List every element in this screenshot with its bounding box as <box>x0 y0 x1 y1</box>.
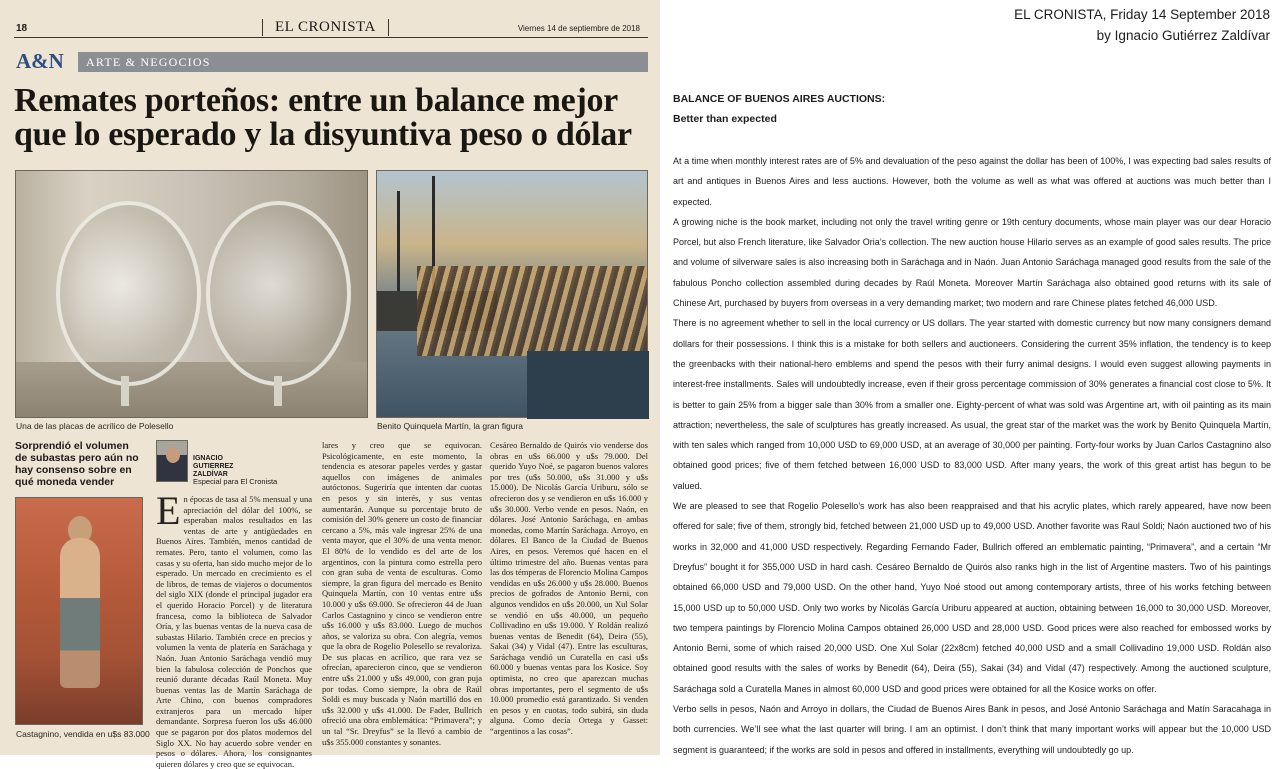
section-header <box>14 49 648 75</box>
issue-date: Viernes 14 de septiembre de 2018 <box>517 24 640 33</box>
caption-plates: Una de las placas de acrílico de Polesello <box>16 421 174 431</box>
drop-cap: E <box>156 488 181 533</box>
author-photo <box>156 440 188 482</box>
translation-paragraph: There is no agreement whether to sell in the local currency or US dollars. The year started with domestic currency but now many consigners demand dollars for their possessions. I think this is a mistake for both sellers and auctioneers. Considering the current 35% inflation, the tendency is to keep the greenbacks with their national-hero emblems and spend the pesos with their furry animal designs. I would even suggest allowing payments in interest-free installments. Sales will undoubtedly increase, even if their gross percentage commission of 30% generates a financial cost close to 5%. It is better to gain 25% from a bigger sale than 30% from a smaller one. Eighty-percent of what was sold was Argentine art, with oil painting as its main attraction; nevertheless, the sale of sculptures has greatly increased. As usual, the great star of the market was the work by Benito Quinquela Martín, with ten sales which ranged from 10,000 USD to 69,000 USD, at an average of 30,000 per painting. Forty-four works by Juan Carlos Castagnino also obtained good prices; five of them fetched between 16,000 USD to 83,000 USD. After many years, the work of this great artist has begun to be valued. <box>673 318 1271 491</box>
translation-paragraph: We are pleased to see that Rogelio Polesello’s work has also been reappraised and that his acrylic plates, which rarely appeared, have now been offered for sale; five of them, strongly bid, fetched between 21,000 USD up to 49,000 USD. Another favorite was Raul Soldi; Naón auctioned two of his works in 32,000 and 41,000 USD respectively. Regarding Fernando Fader, Bullrich offered an emblematic painting, “Primavera”, and a certain “Mr Dreyfus” bought it for 355,000 USD in hard cash. Cesáreo Bernaldo de Quirós also ranks high in the list of Argentine masters. Two of his paintings obtained 66,000 USD and 79,000 USD. On the other hand, Yuyo Noé stood out among contemporary artists, three of his works fetching between 15,000 USD up to 50,000 USD. Only two works by Nicolás García Uriburu appeared at auction, obtaining between 16,000 to 30,000 USD. Moreover, two tempera paintings by Florencio Molina Campos obtained 26,000 USD and 28,000 USD. Good prices were also reached for embossed works by Antonio Berni, some of which raised 20,000 USD. One Xul Solar (22x8cm) fetched 40,000 USD and a small Collivadino 19,000 USD. Roldán also obtained good results with the sales of works by Benedit (64), Deira (55), Sakai (34) and Vidal (47) respectively. Among the auctioned sculpture, Saráchaga sold a Curatella Manes in almost 60,000 USD and good prices were obtained for all the Kosice works on offer. <box>673 501 1271 694</box>
kicker: Sorprendió el volumen de subastas pero aún no hay consenso sobre en qué moneda vender <box>15 440 139 488</box>
author-role: Especial para El Cronista <box>193 477 278 486</box>
translation-paragraph: Verbo sells in pesos, Naón and Arroyo in dollars, the Ciudad de Buenos Aires Bank in pesos, and José Antonio Saráchaga and Matín Saracahaga in both currencies. We’ll see what the last quarter will bring. I am an optimist. I don’t think that many important works will appear but the 10,000 USD segment is guaranteed; if the works are sold in pesos and offered in installments, everything will undoubtedly go up. <box>673 704 1271 755</box>
translation-panel <box>660 0 1280 755</box>
headline: Remates porteños: entre un balance mejor que lo esperado y la disyuntiva peso o dólar <box>14 82 632 153</box>
newspaper-title: EL CRONISTA <box>262 19 389 36</box>
section-abbreviation: A&N <box>16 49 64 73</box>
translation-body <box>673 151 1271 760</box>
translation-paragraph: At a time when monthly interest rates are of 5% and devaluation of the peso against the dollar has been of 100%, I was expecting bad sales results of art and antiques in Buenos Aires and less auctions. However, both the volume as well as what was offered at auctions was much better than I expected. <box>673 156 1271 207</box>
page-number: 18 <box>16 23 28 34</box>
photo-castagnino-painting <box>15 497 143 725</box>
source-line: EL CRONISTA, Friday 14 September 2018 <box>1014 7 1270 22</box>
translation-paragraph: A growing niche is the book market, including not only the travel writing genre or 19th century documents, whose main player was our dear Horacio Porcel, but also French literature, like Salvador Oria’s collection. The new auction house Hilario serves as an example of good sales results. The price and volume of silverware sales is also increasing both in Saráchaga and in Naón. Juan Antonio Saráchaga managed good results from the sale of the fabulous Poncho collection assembled during decades by Raúl Moneta. Moreover Martín Saráchaga also obtained good returns with its sale of Chinese Art, purchased by buyers from overseas in a very demanding market; two modern and rare Chinese plates fetched 46,000 USD. <box>673 216 1271 309</box>
author-name: IGNACIO GUTIERREZ ZALDÍVAR <box>193 455 234 478</box>
section-name: ARTE & NEGOCIOS <box>78 52 648 72</box>
column-1-text: n épocas de tasa al 5% mensual y una apreciación del dólar del 100%, se esperaban malos resultados en las ventas de arte y antigüedades en Buenos Aires. También, menos cantidad de remates. Pero, tanto el volumen, como las casas y su oferta, han sido mucho mejor de lo esperado. Un mercado en crecimiento es el de libros, de temas de viajeros o documentos del siglo XIX (donde el principal jugador era el querido Horacio Porcel) y de literatura francesa, como la biblioteca de Salvador Oría, y las buenas ventas de la nueva casa de subastas Hilario. También crece en precios y volumen la venta de platería en Saráchaga y Naón. Juan Antonio Saráchaga vendió muy bien la fabulosa colección de Ponchos que reunió durante décadas Raúl Moneta. Muy buenas ventas las de Martín Saráchaga de Arte Chino, con buenos compradores extranjeros para un mercado híper demandante. Sorpresa fueron los u$s 46.000 que se pagaron por dos platos modernos del Siglo XX. No hay acuerdo sobre vender en pesos o dólares. Ahora, los consignantes quieren dólares y creo que se equivocan. <box>156 494 312 769</box>
translation-title: BALANCE OF BUENOS AIRES AUCTIONS: <box>673 93 886 105</box>
photo-polesello-plates <box>15 170 368 418</box>
article-column-1 <box>156 488 312 769</box>
article-column-2: lares y creo que se equivocan. Psicológicamente, en este momento, la tendencia es atesorar papeles verdes y gastar aquellos con imágenes de animales autóctonos. Sugeriría que intenten dar cuotas en pesos y sin interés, y sus ventas aumentarán. Aunque su porcentaje bruto de comisión del 30% genere un costo de financiar cercano a 5%, más vale ingresar 25% de una venta mayor, que el 30% de una venta menor. El 80% de lo vendido es del arte de los argentinos, con la pintura como estrella pero con gran suba de venta de esculturas. Como siempre, la gran figura del mercado es Benito Quinquela Martín, con 10 ventas entre u$s 10.000 y u$s 69.000. Se ofrecieron 44 de Juan Carlos Castagnino y cinco se vendieron entre u$s 16.000 y u$s 83.000. Luego de muchos años, se valoriza su obra. Con alegría, vemos que la obra de Rogelio Polesello se revaloriza. De sus placas en acrílico, que rara vez se ofrecían, aparecieron cinco, que se vendieron entre u$s 21.000 y u$s 49.000, con gran puja por todas. Como siempre, la obra de Raúl Soldi es muy buscada y Naón martilló dos en u$s 32.000 y u$s 41.000. De Fader, Bullrich ofreció una obra emblemática: “Primavera”; y un tal “Sr. Dreyfus” se la llevó a cambio de u$s 355.000 constantes y sonantes. <box>322 440 482 747</box>
caption-quinquela: Benito Quinquela Martín, la gran figura <box>377 421 524 431</box>
masthead <box>14 18 648 38</box>
caption-castagnino: Castagnino, vendida en u$s 83.000 <box>16 729 150 739</box>
article-column-3: Cesáreo Bernaldo de Quirós vio venderse dos obras en u$s 66.000 y u$s 79.000. Del querido Yuyo Noé, se pagaron buenos valores por tres (u$s 50.000, u$s 31.000 y u$s 15.000). De Nicolás García Uriburu, sólo se ofrecieron dos y se vendieron en u$s 16.000 y u$s 30.000. Verbo vende en pesos. Naón, en dólares. José Antonio Saráchaga, en ambas monedas, como Martín Saráchaga. Arroyo, en dólares. El Banco de la Ciudad de Buenos Aires, en pesos. Veremos qué hacen en el último trimestre del año. Buenas ventas para las dos témperas de Florencio Molina Campos vendidas en u$s 26.000 y u$s 28.000. Buenos precios de gofrados de Antonio Berni, con algunos vendidos en u$s 20.000, un Xul Solar se vendió en u$s 40.000, un pequeño Collivadino en u$s 19.000. Y Roldán realizó buenas ventas de Benedit (64), Deira (55), Sakai (34) y Vidal (47). Entre las esculturas, Saráchaga vendió un Curatella en casi u$s 60.000 y buenas ventas para los Kosice. Soy optimista, no creo que aparezcan muchas obras importantes, pero el segmento de u$s 10.000 promedio está garantizado. Si venden en pesos y en cuotas, todo subirá, sin duda alguna. Como decía Ortega y Gasset: “argentinos a las cosas”. <box>490 440 648 737</box>
translation-subtitle: Better than expected <box>673 113 777 125</box>
photo-quinquela-painting <box>376 170 648 418</box>
author-line: by Ignacio Gutiérrez Zaldívar <box>1096 28 1270 43</box>
